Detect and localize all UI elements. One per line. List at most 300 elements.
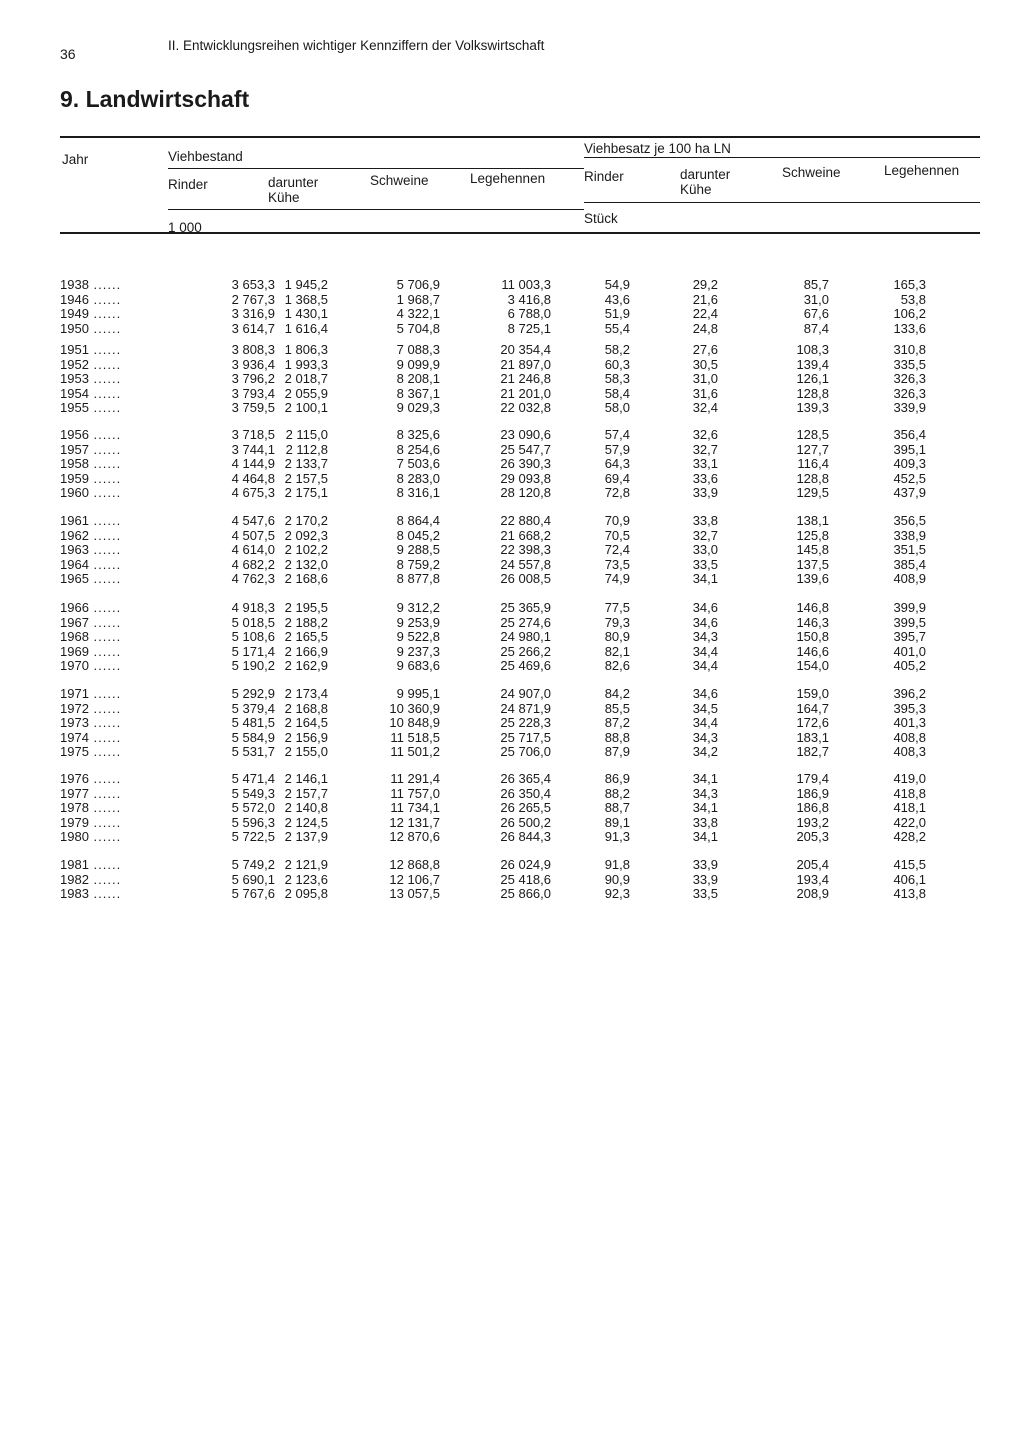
year-cell: 1964 ...... [60,558,150,573]
year-cell: 1960 ...... [60,486,150,501]
value-cell: 9 253,9 [396,614,440,630]
table-row [60,645,980,660]
value-cell: 4 682,2 [231,556,275,572]
value-cell: 9 995,1 [396,686,440,701]
value-cell: 326,3 [893,371,926,386]
value-cell: 91,8 [604,857,630,872]
value-cell: 11 518,5 [390,729,440,745]
value-cell: 146,3 [796,614,829,630]
value-cell: 106,2 [893,306,926,321]
year-cell: 1957 ...... [60,443,150,458]
year-cell: 1966 ...... [60,601,150,616]
value-cell: 172,6 [796,715,829,730]
table-row [60,558,980,573]
year-cell: 1962 ...... [60,529,150,544]
value-cell: 26 390,3 [500,456,551,471]
table-row [60,486,980,501]
table-row [60,472,980,487]
value-cell: 4 614,0 [231,542,275,557]
value-cell: 25 228,3 [500,715,551,730]
value-cell: 88,7 [604,800,630,815]
value-cell: 34,4 [692,715,718,730]
value-cell: 2 123,6 [284,871,328,887]
value-cell: 2 112,8 [285,441,328,457]
value-cell: 4 322,1 [396,306,440,321]
value-cell: 5 171,4 [231,643,275,659]
value-cell: 133,6 [893,320,926,336]
value-cell: 137,5 [796,556,829,572]
year-cell: 1974 ...... [60,731,150,746]
value-cell: 5 584,9 [231,729,275,745]
value-cell: 2 157,7 [284,785,328,801]
value-cell: 34,3 [692,629,718,644]
value-cell: 8 045,2 [396,527,440,543]
table-row [60,278,980,293]
value-cell: 33,1 [692,456,718,471]
table-row [60,307,980,322]
value-cell: 72,4 [604,542,630,557]
table-row [60,514,980,529]
year-cell: 1973 ...... [60,716,150,731]
table-row [60,601,980,616]
value-cell: 34,1 [692,800,718,815]
value-cell: 408,3 [893,744,926,759]
value-cell: 3 796,2 [231,371,275,386]
row-group [60,514,980,587]
row-group [60,343,980,416]
value-cell: 5 481,5 [231,715,275,730]
year-cell: 1961 ...... [60,514,150,529]
value-cell: 3 744,1 [231,441,275,457]
value-cell: 356,4 [893,427,926,442]
value-cell: 408,8 [893,729,926,745]
table-row [60,293,980,308]
value-cell: 33,8 [692,814,718,830]
value-cell: 5 704,8 [396,320,440,336]
value-cell: 21 246,8 [500,371,551,386]
value-cell: 51,9 [604,306,630,321]
value-cell: 34,2 [692,744,718,759]
value-cell: 9 683,6 [396,658,440,673]
value-cell: 5 722,5 [231,829,275,844]
value-cell: 2 168,6 [284,571,328,586]
value-cell: 34,6 [692,600,718,615]
value-cell: 90,9 [604,871,630,887]
value-cell: 64,3 [604,456,630,471]
value-cell: 86,9 [604,771,630,786]
value-cell: 186,9 [796,785,829,801]
value-cell: 25 706,0 [500,744,551,759]
value-cell: 208,9 [796,886,829,901]
value-cell: 80,9 [604,629,630,644]
value-cell: 2 166,9 [284,643,328,659]
value-cell: 437,9 [893,485,926,500]
year-cell: 1976 ...... [60,772,150,787]
table-row [60,787,980,802]
table-row [60,543,980,558]
value-cell: 418,1 [893,800,926,815]
table-row [60,387,980,402]
value-cell: 193,2 [796,814,829,830]
value-cell: 310,8 [893,342,926,357]
value-cell: 385,4 [893,556,926,572]
value-cell: 5 596,3 [231,814,275,830]
value-cell: 23 090,6 [500,427,551,442]
value-cell: 4 507,5 [231,527,275,543]
value-cell: 129,5 [796,485,829,500]
value-cell: 29,2 [692,277,718,292]
value-cell: 11 734,1 [390,800,440,815]
table-row [60,887,980,902]
value-cell: 11 501,2 [390,744,440,759]
value-cell: 1 993,3 [284,356,328,372]
value-cell: 395,3 [893,700,926,716]
value-cell: 34,4 [692,658,718,673]
value-cell: 32,7 [692,527,718,543]
table-row [60,716,980,731]
value-cell: 29 093,8 [500,470,551,486]
year-cell: 1954 ...... [60,387,150,402]
value-cell: 74,9 [604,571,630,586]
year-cell: 1953 ...... [60,372,150,387]
unit-rule-right [584,202,980,203]
value-cell: 5 549,3 [231,785,275,801]
value-cell: 395,7 [893,629,926,644]
value-cell: 2 175,1 [284,485,328,500]
value-cell: 128,5 [796,427,829,442]
table-row [60,428,980,443]
value-cell: 127,7 [796,441,829,457]
col-right-kuehe: darunter Kühe [680,167,731,197]
row-group [60,772,980,845]
value-cell: 11 757,0 [390,785,440,801]
value-cell: 91,3 [604,829,630,844]
table-row [60,687,980,702]
value-cell: 34,6 [692,686,718,701]
value-cell: 3 793,4 [231,385,275,401]
table-row [60,372,980,387]
value-cell: 164,7 [796,700,829,716]
value-cell: 3 718,5 [231,427,275,442]
year-cell: 1983 ...... [60,887,150,902]
value-cell: 33,8 [692,513,718,528]
value-cell: 5 292,9 [231,686,275,701]
value-cell: 2 165,5 [284,629,328,644]
value-cell: 1 806,3 [284,342,328,357]
value-cell: 5 767,6 [231,886,275,901]
value-cell: 53,8 [900,291,926,307]
value-cell: 58,2 [604,342,630,357]
value-cell: 422,0 [893,814,926,830]
value-cell: 34,3 [692,785,718,801]
value-cell: 24,8 [692,320,718,336]
value-cell: 205,3 [796,829,829,844]
value-cell: 8 208,1 [396,371,440,386]
value-cell: 32,4 [692,400,718,415]
value-cell: 2 124,5 [284,814,328,830]
value-cell: 2 100,1 [284,400,328,415]
value-cell: 32,6 [692,427,718,442]
year-cell: 1978 ...... [60,801,150,816]
value-cell: 32,7 [692,441,718,457]
value-cell: 3 759,5 [231,400,275,415]
value-cell: 5 471,4 [231,771,275,786]
value-cell: 20 354,4 [500,342,551,357]
value-cell: 26 500,2 [500,814,551,830]
value-cell: 26 024,9 [500,857,551,872]
value-cell: 3 416,8 [507,291,551,307]
col-year-header: Jahr [62,152,89,167]
value-cell: 22 398,3 [500,542,551,557]
table-row [60,343,980,358]
value-cell: 9 288,5 [396,542,440,557]
value-cell: 183,1 [796,729,829,745]
value-cell: 54,9 [604,277,630,292]
value-cell: 84,2 [604,686,630,701]
table-row [60,616,980,631]
value-cell: 25 717,5 [500,729,551,745]
table-top-rule [60,136,980,138]
table-row [60,443,980,458]
value-cell: 77,5 [604,600,630,615]
value-cell: 3 808,3 [231,342,275,357]
table-row [60,830,980,845]
value-cell: 5 706,9 [396,277,440,292]
value-cell: 26 844,3 [500,829,551,844]
year-cell: 1951 ...... [60,343,150,358]
value-cell: 182,7 [796,744,829,759]
value-cell: 4 144,9 [231,456,275,471]
value-cell: 1 430,1 [284,306,328,321]
value-cell: 12 106,7 [389,871,440,887]
value-cell: 186,8 [796,800,829,815]
value-cell: 24 871,9 [500,700,551,716]
group-rule-right [584,157,980,158]
table-row [60,702,980,717]
year-cell: 1980 ...... [60,830,150,845]
table-row [60,858,980,873]
value-cell: 33,0 [692,542,718,557]
value-cell: 8 316,1 [396,485,440,500]
value-cell: 126,1 [796,371,829,386]
value-cell: 418,8 [893,785,926,801]
value-cell: 2 137,9 [284,829,328,844]
value-cell: 9 237,3 [396,643,440,659]
value-cell: 2 767,3 [231,291,275,307]
value-cell: 116,4 [797,456,829,471]
value-cell: 33,9 [692,485,718,500]
value-cell: 413,8 [893,886,926,901]
value-cell: 2 170,2 [284,513,328,528]
col-left-legehennen: Legehennen [470,171,546,186]
year-cell: 1971 ...... [60,687,150,702]
value-cell: 5 572,0 [231,800,275,815]
value-cell: 159,0 [796,686,829,701]
value-cell: 13 057,5 [389,886,440,901]
value-cell: 34,5 [692,700,718,716]
year-cell: 1956 ...... [60,428,150,443]
value-cell: 25 547,7 [500,441,551,457]
value-cell: 179,4 [796,771,829,786]
value-cell: 2 115,0 [285,427,328,442]
value-cell: 146,6 [796,643,829,659]
value-cell: 22 032,8 [500,400,551,415]
value-cell: 82,6 [604,658,630,673]
value-cell: 21 897,0 [500,356,551,372]
value-cell: 125,8 [796,527,829,543]
value-cell: 34,6 [692,614,718,630]
value-cell: 34,1 [692,829,718,844]
value-cell: 2 173,4 [284,686,328,701]
value-cell: 5 190,2 [231,658,275,673]
value-cell: 338,9 [893,527,926,543]
value-cell: 139,3 [796,400,829,415]
col-right-schweine: Schweine [782,165,841,180]
value-cell: 4 464,8 [231,470,275,486]
value-cell: 10 848,9 [389,715,440,730]
value-cell: 31,0 [692,371,718,386]
value-cell: 58,0 [604,400,630,415]
value-cell: 87,2 [604,715,630,730]
value-cell: 22,4 [692,306,718,321]
year-cell: 1950 ...... [60,322,150,337]
value-cell: 2 162,9 [284,658,328,673]
value-cell: 7 503,6 [396,456,440,471]
value-cell: 419,0 [893,771,926,786]
page-number: 36 [60,46,76,62]
value-cell: 4 675,3 [231,485,275,500]
value-cell: 34,3 [692,729,718,745]
year-cell: 1982 ...... [60,873,150,888]
value-cell: 146,8 [796,600,829,615]
value-cell: 31,0 [803,291,829,307]
table-row [60,322,980,337]
value-cell: 25 274,6 [500,614,551,630]
value-cell: 11 291,4 [390,771,440,786]
value-cell: 12 131,7 [389,814,440,830]
year-cell: 1981 ...... [60,858,150,873]
value-cell: 405,2 [893,658,926,673]
value-cell: 9 029,3 [396,400,440,415]
value-cell: 8 283,0 [396,470,440,486]
row-group [60,601,980,674]
value-cell: 5 018,5 [231,614,275,630]
table-row [60,745,980,760]
value-cell: 92,3 [604,886,630,901]
value-cell: 33,5 [692,886,718,901]
value-cell: 452,5 [893,470,926,486]
value-cell: 2 168,8 [284,700,328,716]
value-cell: 2 156,9 [284,729,328,745]
value-cell: 3 316,9 [231,306,275,321]
value-cell: 26 265,5 [500,800,551,815]
value-cell: 128,8 [796,470,829,486]
value-cell: 5 690,1 [231,871,275,887]
value-cell: 356,5 [893,513,926,528]
value-cell: 2 092,3 [284,527,328,543]
table-row [60,358,980,373]
value-cell: 1 616,4 [284,320,328,336]
value-cell: 43,6 [604,291,630,307]
value-cell: 139,4 [796,356,829,372]
value-cell: 401,0 [893,643,926,659]
value-cell: 2 140,8 [284,800,328,815]
value-cell: 326,3 [893,385,926,401]
value-cell: 2 132,0 [284,556,328,572]
table-row [60,529,980,544]
value-cell: 5 108,6 [231,629,275,644]
group-rule-left [168,168,584,169]
value-cell: 34,4 [692,643,718,659]
value-cell: 4 547,6 [231,513,275,528]
col-left-kuehe: darunter Kühe [268,175,319,205]
year-cell: 1949 ...... [60,307,150,322]
value-cell: 70,5 [604,527,630,543]
value-cell: 85,7 [803,277,829,292]
value-cell: 409,3 [893,456,926,471]
value-cell: 3 614,7 [231,320,275,336]
table-row [60,630,980,645]
value-cell: 2 102,2 [284,542,328,557]
value-cell: 396,2 [893,686,926,701]
year-cell: 1975 ...... [60,745,150,760]
value-cell: 85,5 [604,700,630,716]
value-cell: 408,9 [893,571,926,586]
year-cell: 1970 ...... [60,659,150,674]
value-cell: 145,8 [796,542,829,557]
value-cell: 2 195,5 [284,600,328,615]
value-cell: 82,1 [604,643,630,659]
table-row [60,731,980,746]
value-cell: 2 055,9 [284,385,328,401]
value-cell: 34,1 [692,571,718,586]
value-cell: 58,4 [604,385,630,401]
table-row [60,457,980,472]
value-cell: 1 368,5 [284,291,328,307]
group-right-header: Viehbesatz je 100 ha LN [584,141,731,156]
value-cell: 10 360,9 [389,700,440,716]
value-cell: 3 936,4 [231,356,275,372]
unit-right: Stück [584,211,618,226]
value-cell: 406,1 [893,871,926,887]
value-cell: 2 095,8 [284,886,328,901]
value-cell: 26 365,4 [500,771,551,786]
value-cell: 8 725,1 [507,320,551,336]
value-cell: 2 188,2 [284,614,328,630]
value-cell: 73,5 [604,556,630,572]
row-group [60,278,980,336]
year-cell: 1972 ...... [60,702,150,717]
value-cell: 351,5 [893,542,926,557]
value-cell: 8 864,4 [396,513,440,528]
value-cell: 21,6 [692,291,718,307]
value-cell: 399,9 [893,600,926,615]
value-cell: 28 120,8 [500,485,551,500]
year-cell: 1969 ...... [60,645,150,660]
value-cell: 58,3 [604,371,630,386]
year-cell: 1979 ...... [60,816,150,831]
value-cell: 33,9 [692,857,718,872]
value-cell: 31,6 [692,385,718,401]
value-cell: 415,5 [893,857,926,872]
value-cell: 2 164,5 [284,715,328,730]
value-cell: 2 133,7 [284,456,328,471]
col-left-schweine: Schweine [370,173,429,188]
value-cell: 7 088,3 [396,342,440,357]
value-cell: 69,4 [604,470,630,486]
value-cell: 12 868,8 [389,857,440,872]
value-cell: 33,9 [692,871,718,887]
